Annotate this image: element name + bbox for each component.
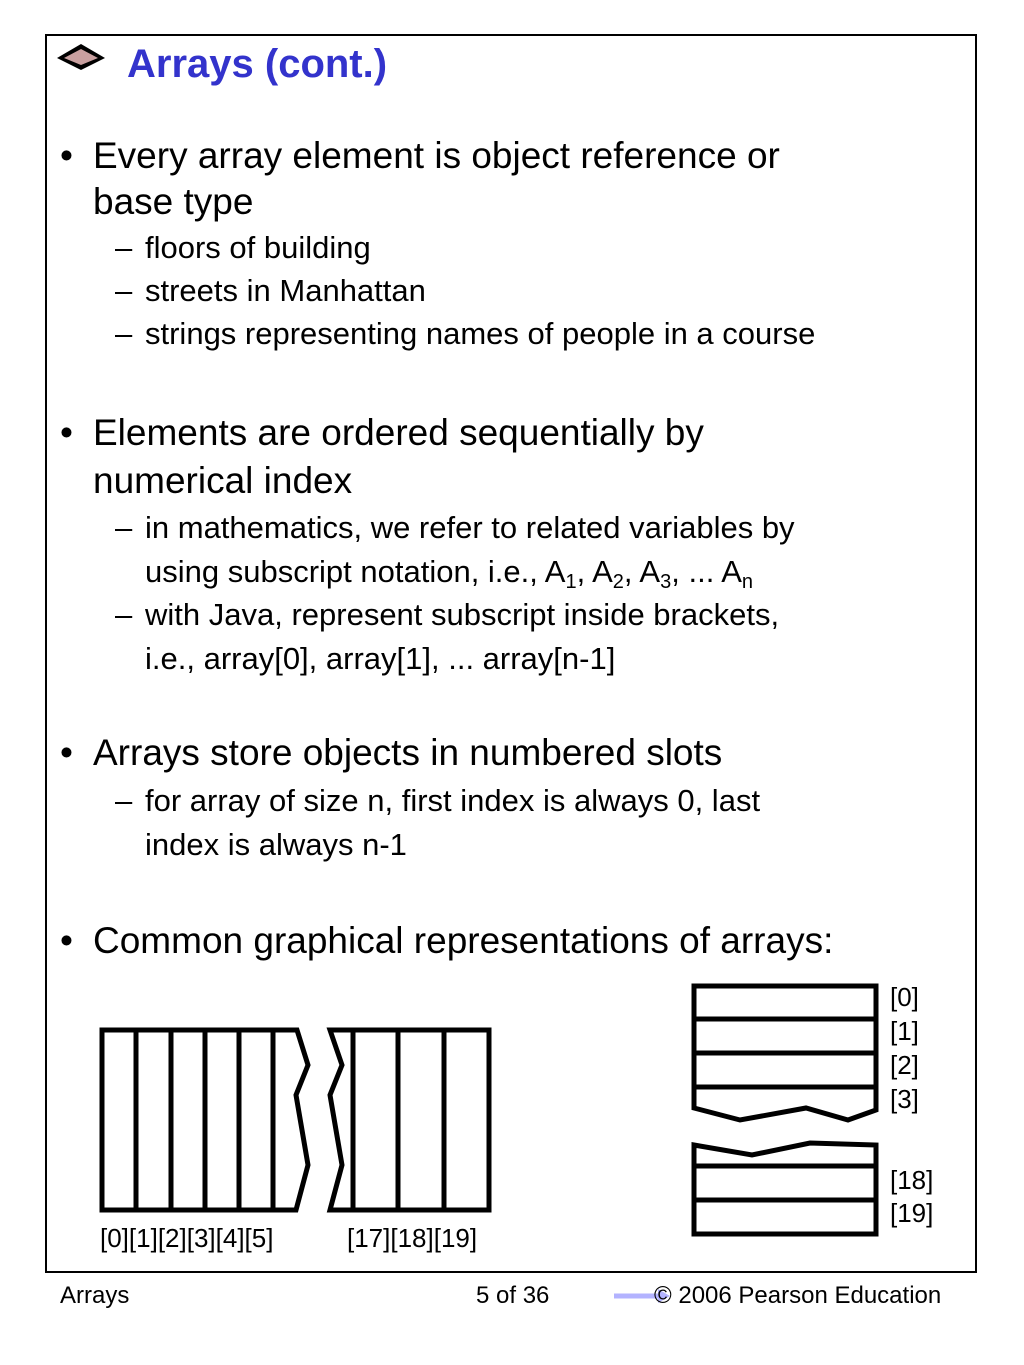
page-number: 5 of 36	[476, 1282, 550, 1309]
vertical-index-label: [18]	[890, 1165, 934, 1195]
sub-bullet-line-2: using subscript notation, i.e., $A_1$, $A_2$, $A_3$, ... $A_n$	[145, 554, 754, 593]
slide-title: Arrays (cont.)	[127, 42, 388, 86]
vertical-index-label: [19]	[890, 1198, 934, 1228]
horizontal-array-diagram	[102, 1030, 489, 1210]
bullet-2-line-2: numerical index	[93, 460, 353, 501]
vertical-index-label: [3]	[890, 1084, 919, 1114]
sub-bullet-line-2: index is always n-1	[145, 827, 407, 862]
sub-bullet-text: streets in Manhattan	[145, 273, 426, 308]
bullet-1-line-2: base type	[93, 181, 254, 222]
bullet-4-line-1: Common graphical representations of arrays:	[93, 920, 834, 961]
footer-title: Arrays	[60, 1282, 130, 1309]
sub-bullet-line-1: for array of size n, first index is always 0, last	[145, 783, 761, 818]
sub-bullet-line-1: in mathematics, we refer to related variables by	[145, 510, 795, 545]
vertical-index-label: [2]	[890, 1050, 919, 1080]
bullet-marker: •	[60, 920, 73, 961]
dash-marker: –	[115, 510, 133, 545]
bullet-1-line-1: Every array element is object reference or	[93, 135, 780, 176]
bullet-2-line-1: Elements are ordered sequentially by	[93, 412, 704, 453]
vertical-index-label: [1]	[890, 1016, 919, 1046]
bullet-marker: •	[60, 732, 73, 773]
vertical-index-label: [0]	[890, 982, 919, 1012]
dash-marker: –	[115, 273, 133, 308]
horizontal-index-labels-left: [0][1][2][3][4][5]	[100, 1223, 274, 1253]
vertical-array-diagram	[694, 986, 876, 1234]
sub-bullet-line-1: with Java, represent subscript inside brackets,	[145, 597, 780, 632]
bullet-marker: •	[60, 412, 73, 453]
dash-marker: –	[115, 783, 133, 818]
sub-bullet-line-2: i.e., array[0], array[1], ... array[n-1]	[145, 641, 616, 676]
copyright: © 2006 Pearson Education	[654, 1282, 942, 1309]
dash-marker: –	[115, 597, 133, 632]
sub-bullet-text: floors of building	[145, 230, 371, 265]
dash-marker: –	[115, 316, 133, 351]
sub-bullet-text: strings representing names of people in a course	[145, 316, 816, 351]
vertical-array-bottom-outline	[694, 1143, 876, 1234]
dash-marker: –	[115, 230, 133, 265]
bullet-marker: •	[60, 135, 73, 176]
horizontal-index-labels-right: [17][18][19]	[347, 1223, 478, 1253]
bullet-3-line-1: Arrays store objects in numbered slots	[93, 732, 723, 773]
